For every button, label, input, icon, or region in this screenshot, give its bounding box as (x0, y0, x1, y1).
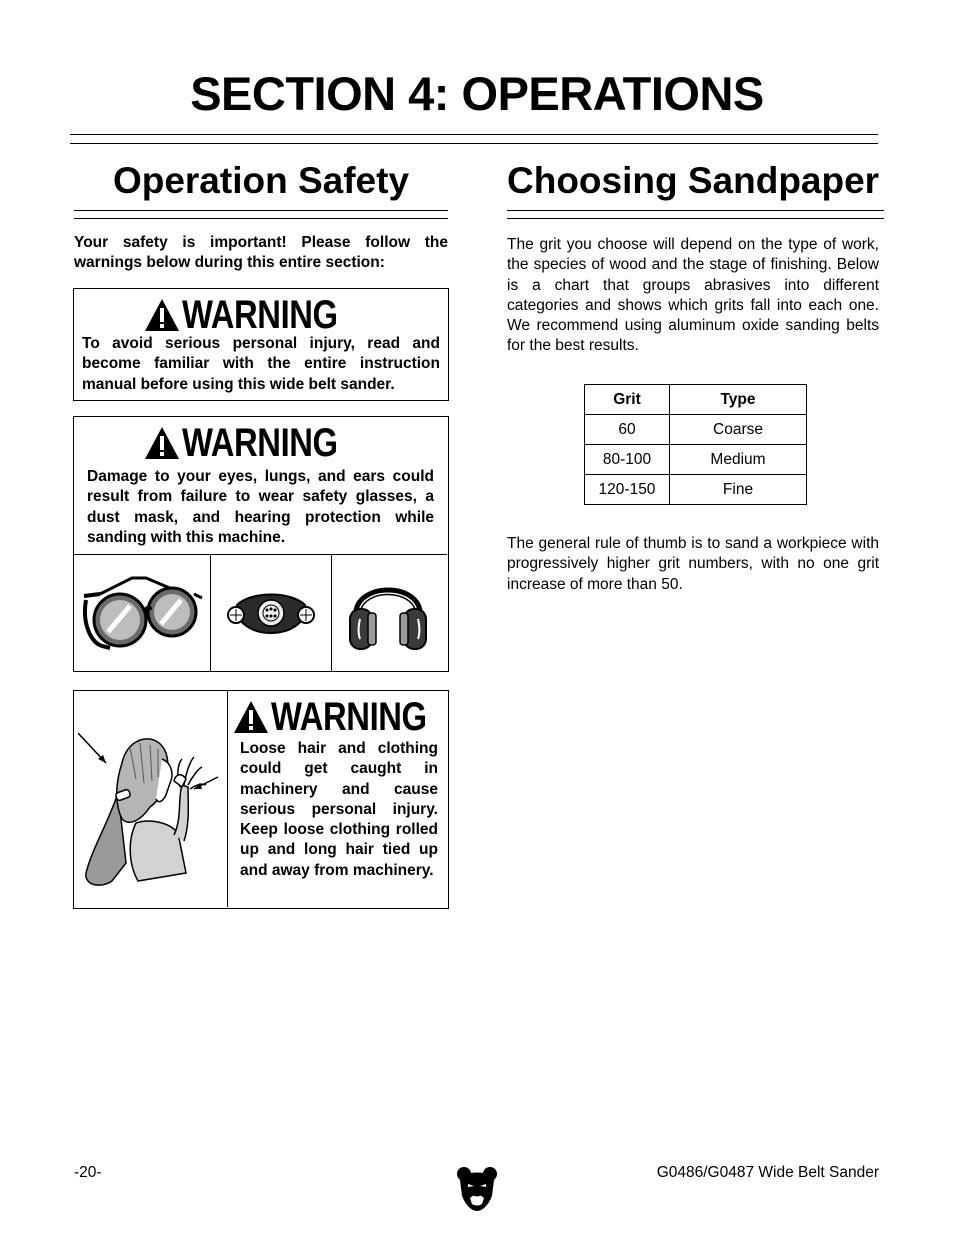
warning-label: WARNING (271, 695, 427, 739)
warning-box-3 (73, 690, 449, 909)
operation-safety-heading: Operation Safety (112, 160, 410, 201)
grit-table (584, 384, 807, 505)
page-title: SECTION 4: OPERATIONS (190, 67, 764, 120)
warning-box-2 (73, 416, 449, 672)
warning-2-text: Damage to your eyes, lungs, and ears could result from failure to wear safety glasses, a dust mask, and hearing protection while sanding with this machine. (87, 468, 434, 546)
title-rule-top (70, 134, 878, 135)
warning-triangle-icon (144, 426, 180, 460)
warning-3-divider (227, 691, 228, 907)
model-name: G0486/G0487 Wide Belt Sander (656, 1164, 879, 1181)
warning-header (144, 295, 372, 335)
left-heading-rule-2 (74, 218, 448, 219)
icon-divider-1 (210, 554, 211, 671)
warning-3-text: Loose hair and clothing could get caught in machinery and cause serious personal injury. Keep loose clothing rolled up and long hair tied up and away from machinery. (240, 740, 438, 879)
page-number: -20- (74, 1164, 102, 1181)
icon-strip-divider (74, 554, 447, 555)
bear-logo-icon (456, 1164, 498, 1212)
table-header-row (585, 385, 807, 415)
right-heading-rule-2 (507, 218, 884, 219)
type-cell: Coarse (670, 415, 807, 445)
ear-muffs-icon (346, 567, 430, 657)
grit-cell: 120-150 (585, 475, 670, 505)
icon-divider-2 (331, 554, 332, 671)
choosing-sandpaper-heading: Choosing Sandpaper (507, 160, 880, 201)
warning-label: WARNING (182, 293, 338, 337)
table-row (585, 475, 807, 505)
type-cell: Medium (670, 445, 807, 475)
long-hair-person-icon (78, 723, 224, 903)
warning-triangle-icon (144, 298, 180, 332)
warning-box-1 (73, 288, 449, 401)
table-row (585, 445, 807, 475)
warning-header (144, 423, 372, 463)
column-header-type: Type (670, 385, 807, 415)
right-heading-rule-1 (507, 210, 884, 211)
intro-text: Your safety is important! Please follow the warnings below during this entire section: (74, 234, 448, 271)
safety-glasses-icon (80, 572, 206, 652)
title-rule-bottom (70, 143, 878, 144)
warning-label: WARNING (182, 421, 338, 465)
sandpaper-paragraph-1: The grit you choose will depend on the type of work, the species of wood and the stage of finishing. Below is a chart that groups abrasives into different categories and shows which grits fall into each one. We recommend using aluminum oxide sanding belts for the best results. (507, 236, 879, 355)
table-row (585, 415, 807, 445)
type-cell: Fine (670, 475, 807, 505)
warning-header (233, 697, 461, 737)
left-heading-rule-1 (74, 210, 448, 211)
grit-cell: 80-100 (585, 445, 670, 475)
warning-1-text: To avoid serious personal injury, read and become familiar with the entire instruction manual before using this wide belt sander. (82, 335, 440, 393)
warning-triangle-icon (233, 700, 269, 734)
column-header-grit: Grit (585, 385, 670, 415)
sandpaper-paragraph-2: The general rule of thumb is to sand a workpiece with progressively higher grit numbers, with no one grit increase of more than 50. (507, 535, 879, 593)
grit-cell: 60 (585, 415, 670, 445)
dust-mask-icon (227, 587, 315, 637)
